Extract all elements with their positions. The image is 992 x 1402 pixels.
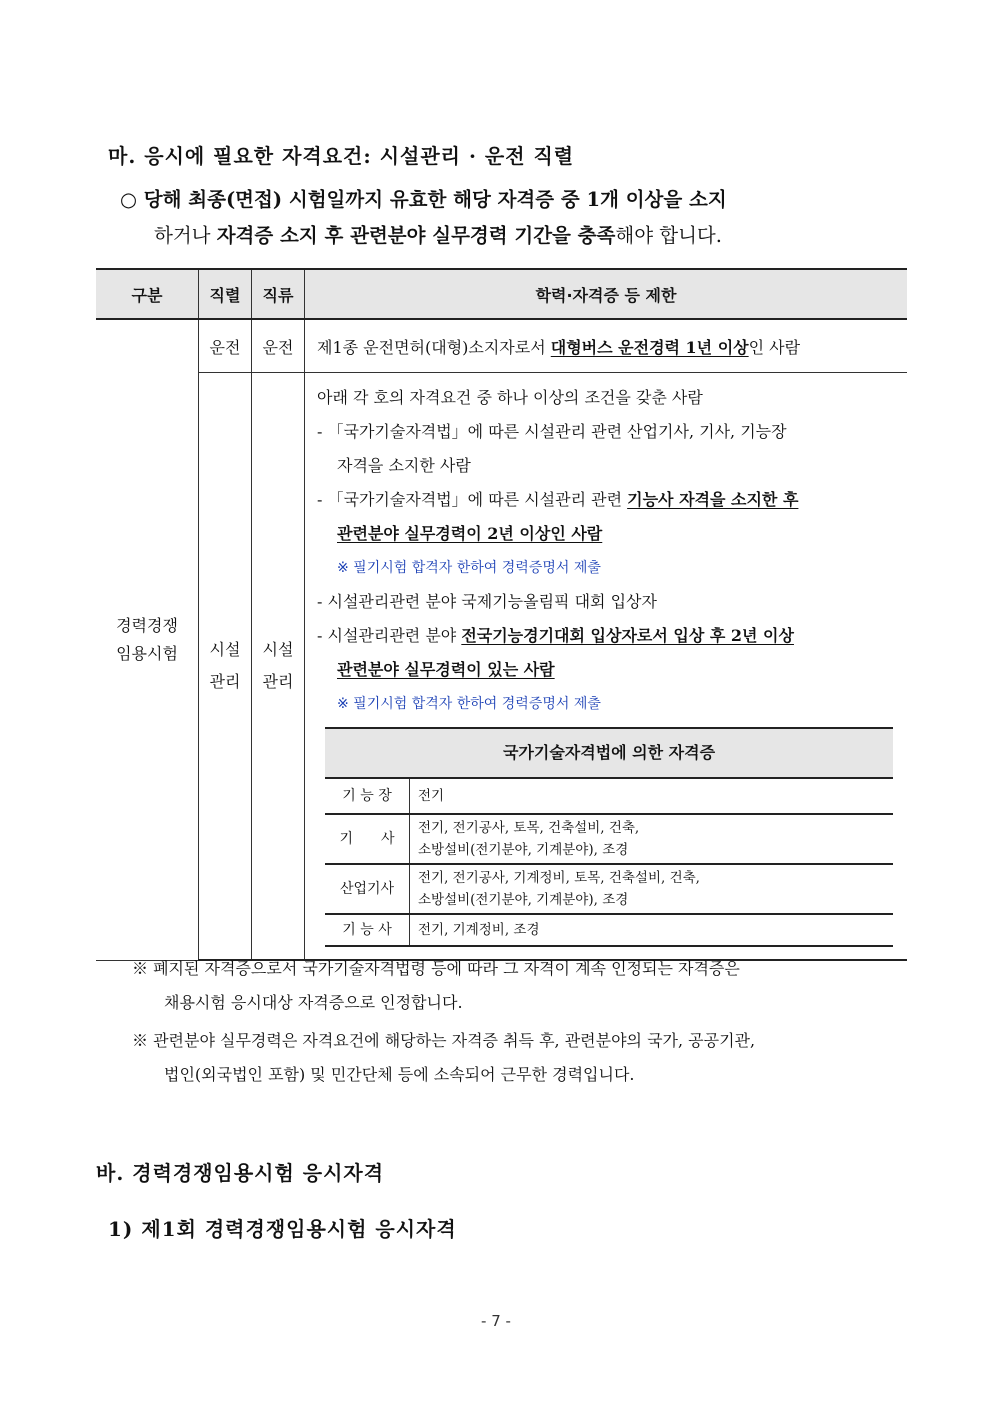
cert-grade: 기 능 장: [325, 778, 410, 814]
facility-item-2-bold: 기능사 자격을 소지한 후: [627, 490, 799, 509]
footnote-1: [132, 952, 902, 1020]
facility-lead: 아래 각 호의 자격요건 중 하나 이상의 조건을 갖춘 사람: [317, 388, 703, 407]
footnote-1-line-1: ※ 폐지된 자격증으로서 국가기술자격법령 등에 따라 그 자격이 계속 인정되는 자격증은: [132, 959, 740, 978]
cert-row: [325, 914, 893, 946]
footnote-1-line-2: 채용시험 응시대상 자격증으로 인정합니다.: [164, 993, 463, 1012]
intro-line-1: ○ 당해 최종(면접) 시험일까지 유효한 해당 자격증 중 1개 이상을 소지: [120, 188, 727, 211]
cert-row: [325, 778, 893, 814]
cert-fields: 전기, 전기공사, 토목, 건축설비, 건축, 소방설비(전기분야, 기계분야), 조경: [410, 814, 894, 864]
table-row-drive: [96, 319, 907, 373]
table-row-facility: [96, 373, 907, 961]
header-restriction: 학력·자격증 등 제한: [305, 269, 908, 319]
footnote-2-line-2: 법인(외국법인 포함) 및 민간단체 등에 소속되어 근무한 경력입니다.: [164, 1065, 635, 1084]
drive-series-cell: 운전: [199, 319, 252, 373]
facility-note-2: ※ 필기시험 합격자 한하여 경력증명서 제출: [337, 696, 601, 712]
drive-text-pre: 제1종 운전면허(대형)소지자로서: [317, 337, 551, 357]
facility-item-4-cont: 관련분야 실무경력이 있는 사람: [337, 660, 555, 679]
intro-line-2: [120, 218, 910, 254]
cert-row: [325, 864, 893, 914]
cert-grade: 기 사: [325, 814, 410, 864]
cert-fields: 전기, 전기공사, 기계정비, 토목, 건축설비, 건축, 소방설비(전기분야, 기계분야), 조경: [410, 864, 894, 914]
facility-item-2-cont: 관련분야 실무경력이 2년 이상인 사람: [337, 524, 603, 543]
facility-item-2: [317, 483, 895, 517]
footnote-2: [132, 1024, 902, 1092]
header-category: 구분: [96, 269, 199, 319]
section-ba-title: 바. 경력경쟁임용시험 응시자격: [96, 1161, 385, 1185]
cert-fields: 전기: [410, 778, 894, 814]
cert-table-header: 국가기술자격법에 의한 자격증: [325, 728, 893, 778]
footnote-2-line-1: ※ 관련분야 실무경력은 자격요건에 해당하는 자격증 취득 후, 관련분야의 국가, 공공기관,: [132, 1031, 756, 1050]
facility-item-4-bold: 전국기능경기대회 입상자로서 입상 후 2년 이상: [461, 626, 794, 645]
qualification-table: [96, 268, 907, 961]
category-cell: 경력경쟁 임용시험: [96, 319, 199, 960]
intro-paragraph: [120, 182, 910, 254]
facility-item-1: - 「국가기술자격법」에 따른 시설관리 관련 산업기사, 기사, 기능장: [317, 422, 787, 441]
facility-item-3: - 시설관리관련 분야 국제기능올림픽 대회 입상자: [317, 592, 657, 611]
section-ma-title: 마. 응시에 필요한 자격요건: 시설관리 · 운전 직렬: [108, 144, 575, 168]
drive-text-post: 인 사람: [748, 337, 801, 357]
drive-class-cell: 운전: [252, 319, 305, 373]
facility-item-1-cont: 자격을 소지한 사람: [337, 456, 471, 475]
facility-requirement-cell: [305, 373, 908, 961]
facility-item-2-pre: - 「국가기술자격법」에 따른 시설관리 관련: [317, 490, 628, 509]
facility-item-4-pre: - 시설관리관련 분야: [317, 626, 462, 645]
drive-requirement-cell: [305, 319, 908, 373]
cert-row: [325, 814, 893, 864]
drive-text-bold: 대형버스 운전경력 1년 이상: [550, 337, 749, 357]
facility-note-1: ※ 필기시험 합격자 한하여 경력증명서 제출: [337, 560, 601, 576]
section-ba-subtitle: 1) 제1회 경력경쟁임용시험 응시자격: [108, 1217, 457, 1241]
intro-line-2-pre: 하거나: [154, 224, 217, 247]
intro-line-2-post: 해야 합니다.: [615, 224, 722, 247]
header-series: 직렬: [199, 269, 252, 319]
page-number: - 7 -: [481, 1312, 511, 1330]
facility-series-cell: 시설 관리: [199, 373, 252, 961]
cert-grade: 산업기사: [325, 864, 410, 914]
intro-line-2-bold: 자격증 소지 후 관련분야 실무경력 기간을 충족: [216, 224, 616, 247]
header-class: 직류: [252, 269, 305, 319]
facility-class-cell: 시설 관리: [252, 373, 305, 961]
cert-table: [325, 727, 893, 947]
cert-fields: 전기, 기계정비, 조경: [410, 914, 894, 946]
cert-grade: 기 능 사: [325, 914, 410, 946]
facility-item-4: [317, 619, 895, 653]
